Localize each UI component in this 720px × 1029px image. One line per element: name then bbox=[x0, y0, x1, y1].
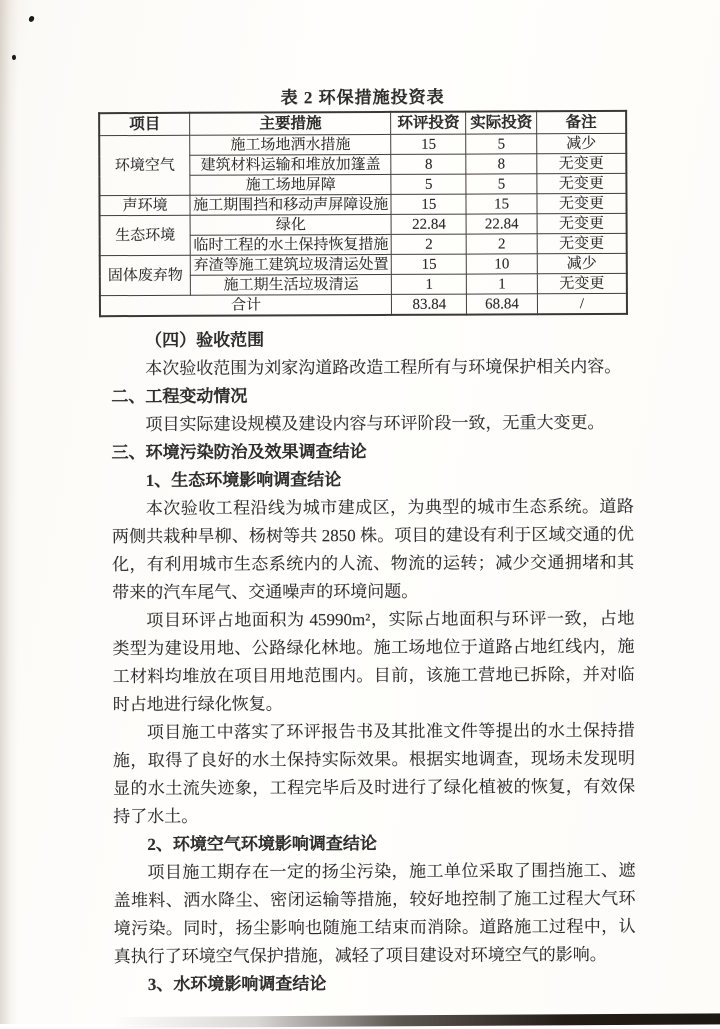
note-cell: 无变更 bbox=[537, 213, 627, 233]
note-cell: 无变更 bbox=[537, 273, 627, 293]
col-header-item: 项目 bbox=[99, 113, 190, 136]
note-cell: 减少 bbox=[537, 253, 627, 273]
table-row bbox=[99, 133, 626, 155]
actual-value-cell: 8 bbox=[466, 154, 537, 174]
heading-acceptance-scope: （四）验收范围 bbox=[145, 330, 265, 350]
actual-value-cell: 5 bbox=[466, 174, 537, 194]
note-cell: 无变更 bbox=[537, 153, 627, 173]
actual-value-cell: 1 bbox=[467, 274, 538, 294]
actual-value-cell: 10 bbox=[467, 254, 538, 274]
eia-value-cell: 15 bbox=[391, 134, 466, 154]
eia-value-cell: 15 bbox=[391, 194, 466, 214]
table-title: 表 2 环保措施投资表 bbox=[280, 87, 445, 108]
table-header-row bbox=[99, 111, 626, 136]
category-cell: 固体废弃物 bbox=[100, 255, 191, 295]
category-cell: 生态环境 bbox=[100, 215, 191, 255]
heading-project-changes: 二、工程变动情况 bbox=[111, 386, 248, 407]
measure-cell: 施工场地屏障 bbox=[190, 174, 391, 195]
heading-air-conclusion: 2、环境空气环境影响调查结论 bbox=[147, 833, 377, 854]
category-cell: 环境空气 bbox=[99, 135, 190, 195]
col-header-note: 备注 bbox=[536, 111, 626, 134]
note-cell: 减少 bbox=[537, 133, 627, 153]
para-project-changes: 项目实际建设规模及建设内容与环评阶段一致，无重大变更。 bbox=[145, 412, 605, 434]
table-row bbox=[100, 253, 627, 275]
heading-water-conclusion: 3、水环境影响调查结论 bbox=[147, 974, 327, 994]
table-row bbox=[100, 213, 627, 235]
table-row bbox=[99, 193, 626, 215]
investment-table bbox=[98, 110, 628, 317]
col-header-measure: 主要措施 bbox=[190, 112, 391, 135]
note-cell: 无变更 bbox=[537, 193, 627, 213]
eia-value-cell: 1 bbox=[392, 274, 467, 294]
heading-eco-conclusion: 1、生态环境影响调查结论 bbox=[145, 470, 342, 490]
para-eco-conclusion-3: 项目施工中落实了环评报告书及其批准文件等提出的水土保持措施，取得了良好的水土保持实际效果。根据实地调查，现场未发现明显的水土流失迹象，工程完毕后及时进行了绿化植被的恢复，有效保持了水土。 bbox=[112, 720, 636, 827]
total-label-cell: 合计 bbox=[100, 294, 392, 316]
col-header-eia-investment: 环评投资 bbox=[391, 112, 466, 135]
measure-cell: 施工场地洒水措施 bbox=[190, 134, 391, 155]
note-cell: 无变更 bbox=[537, 173, 627, 193]
category-cell: 声环境 bbox=[99, 195, 190, 215]
para-eco-conclusion-2: 项目环评占地面积为 45990m²，实际占地面积与环评一致，占地类型为建设用地、公路绿化林地。施工场地位于道路占地红线内，施工材料均堆放在项目用地范围内。目前，该施工营地已拆除，并对临时占地进行绿化恢复。 bbox=[112, 608, 635, 715]
table-total-row bbox=[100, 293, 627, 316]
note-cell: 无变更 bbox=[537, 233, 627, 253]
measure-cell: 弃渣等施工建筑垃圾清运处置 bbox=[190, 254, 391, 275]
col-header-actual-investment: 实际投资 bbox=[466, 111, 537, 134]
actual-value-cell: 2 bbox=[466, 234, 537, 254]
total-eia-cell: 83.84 bbox=[392, 294, 467, 315]
para-air-conclusion: 项目施工期存在一定的扬尘污染，施工单位采取了围挡施工、遮盖堆料、洒水降尘、密闭运输等措施，较好地控制了施工过程大气环境污染。同时，扬尘影响也随施工结束而消除。道路施工过程中，认真执行了环境空气保护措施，减轻了项目建设对环境空气的影响。 bbox=[113, 860, 636, 967]
eia-value-cell: 15 bbox=[392, 254, 467, 274]
total-actual-cell: 68.84 bbox=[467, 294, 538, 315]
para-acceptance-scope: 本次验收范围为刘家沟道路改造工程所有与环境保护相关内容。 bbox=[145, 356, 622, 378]
eia-value-cell: 5 bbox=[391, 174, 466, 194]
actual-value-cell: 22.84 bbox=[466, 214, 537, 234]
measure-cell: 临时工程的水土保持恢复措施 bbox=[190, 234, 391, 255]
measure-cell: 施工期围挡和移动声屏障设施 bbox=[190, 194, 391, 215]
document-content bbox=[107, 87, 636, 999]
measure-cell: 绿化 bbox=[190, 214, 391, 235]
actual-value-cell: 15 bbox=[466, 194, 537, 214]
heading-pollution-control: 三、环境污染防治及效果调查结论 bbox=[111, 442, 367, 463]
measure-cell: 施工期生活垃圾清运 bbox=[190, 274, 391, 295]
measure-cell: 建筑材料运输和堆放加篷盖 bbox=[190, 154, 391, 175]
eia-value-cell: 2 bbox=[392, 234, 467, 254]
para-eco-conclusion-1: 本次验收工程沿线为城市建成区，为典型的城市生态系统。道路两侧共栽种旱柳、杨树等共 2850 株。项目的建设有利于区域交通的优化，有利用城市生态系统内的人流、物流的运转；减少交通拥堵和其带来的汽车尾气、交通噪声的环境问题。 bbox=[111, 496, 635, 603]
eia-value-cell: 22.84 bbox=[392, 214, 467, 234]
total-note-cell: / bbox=[537, 293, 627, 314]
actual-value-cell: 5 bbox=[466, 134, 537, 154]
eia-value-cell: 8 bbox=[391, 154, 466, 174]
